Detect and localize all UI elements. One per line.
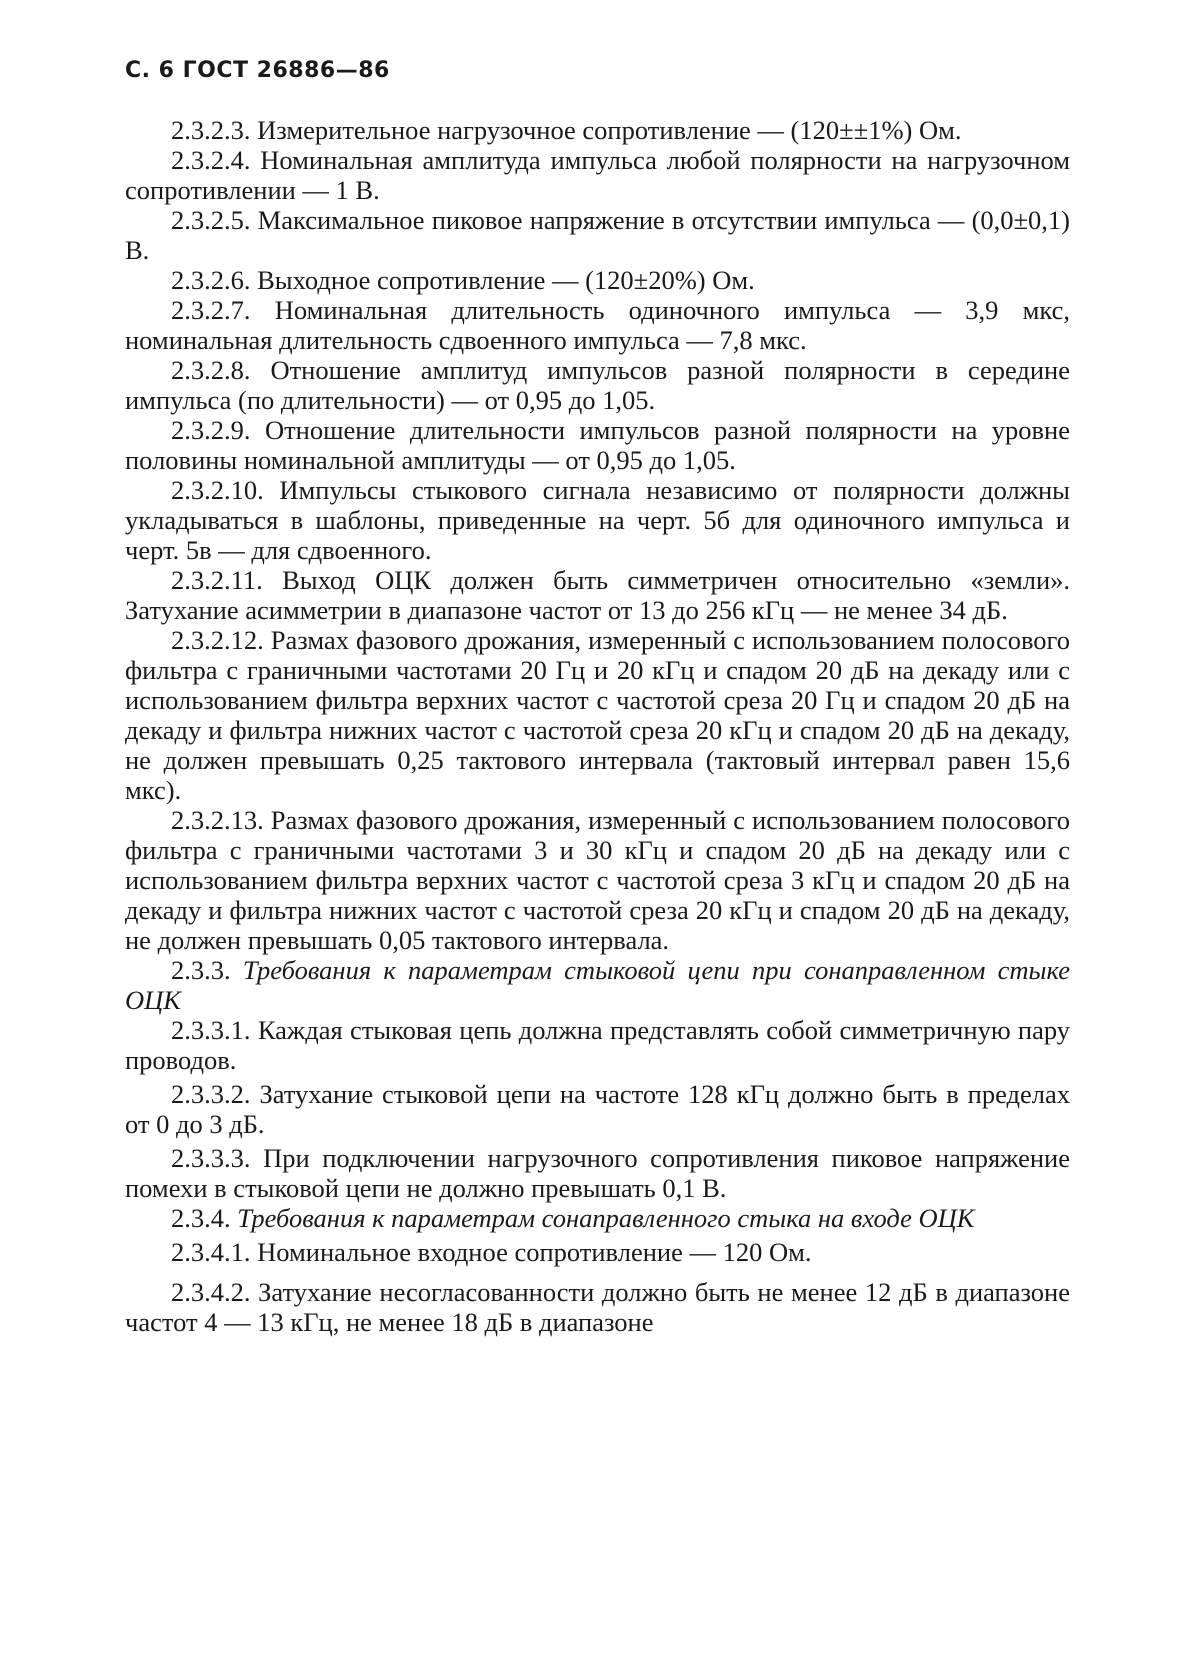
clause-number: 2.3.2.8. — [171, 355, 251, 385]
paragraph-2-3-2-11 — [125, 565, 1070, 625]
clause-text: Выходное сопротивление — (120±20%) Ом. — [257, 265, 755, 295]
clause-number: 2.3.2.10. — [171, 475, 264, 505]
clause-number: 2.3.4.1. — [171, 1237, 251, 1267]
clause-number: 2.3.2.4. — [171, 145, 251, 175]
clause-text: Номинальное входное сопротивление — 120 Ом. — [257, 1237, 812, 1267]
clause-text: Затухание стыковой цепи на частоте 128 кГц должно быть в пределах от 0 до 3 дБ. — [125, 1079, 1071, 1139]
clause-number: 2.3.3. — [171, 955, 231, 985]
paragraph-2-3-2-5 — [125, 205, 1070, 265]
paragraph-2-3-3-3 — [125, 1143, 1070, 1203]
document-page — [125, 58, 1070, 1337]
paragraph-2-3-2-8 — [125, 355, 1070, 415]
paragraph-2-3-2-9 — [125, 415, 1070, 475]
clause-text: Размах фазового дрожания, измеренный с использованием полосового фильтра с граничными частотами 3 и 30 кГц и спадом 20 дБ на декаду или с использованием фильтра верхних частот с частотой среза 3 кГц и спадом 20 дБ на декаду и фильтра нижних частот с частотой среза 20 кГц и спадом 20 дБ на декаду, не должен превышать 0,05 тактового интервала. — [125, 805, 1071, 955]
section-heading-text: Требования к параметрам сонаправленного стыка на входе ОЦК — [237, 1203, 975, 1233]
clause-text: Отношение амплитуд импульсов разной полярности в середине импульса (по длительности) — от 0,95 до 1,05. — [125, 355, 1071, 415]
section-heading-text: Требования к параметрам стыковой цепи при сонаправленном стыке ОЦК — [125, 955, 1071, 1015]
clause-number: 2.3.2.9. — [171, 415, 251, 445]
paragraph-2-3-2-7 — [125, 295, 1070, 355]
paragraph-2-3-2-10 — [125, 475, 1070, 565]
paragraph-2-3-2-3 — [125, 115, 1070, 145]
clause-number: 2.3.2.6. — [171, 265, 251, 295]
paragraph-2-3-2-12 — [125, 625, 1070, 805]
clause-text: Затухание несогласованности должно быть не менее 12 дБ в диапазоне частот 4 — 13 кГц, не менее 18 дБ в диапазоне — [125, 1277, 1070, 1337]
clause-text: Максимальное пиковое напряжение в отсутствии импульса — (0,0±0,1) В. — [125, 205, 1071, 265]
clause-number: 2.3.2.3. — [171, 115, 251, 145]
clause-text: При подключении нагрузочного сопротивления пиковое напряжение помехи в стыковой цепи не должно превышать 0,1 В. — [125, 1143, 1071, 1203]
clause-text: Отношение длительности импульсов разной полярности на уровне половины номинальной амплитуды — от 0,95 до 1,05. — [125, 415, 1070, 475]
clause-number: 2.3.2.11. — [171, 565, 263, 595]
clause-number: 2.3.3.1. — [171, 1015, 251, 1045]
clause-text: Выход ОЦК должен быть симметричен относительно «земли». Затухание асимметрии в диапазоне частот от 13 до 256 кГц — не менее 34 дБ. — [125, 565, 1071, 625]
paragraph-2-3-2-4 — [125, 145, 1070, 205]
paragraph-2-3-2-6 — [125, 265, 1070, 295]
clause-text: Каждая стыковая цепь должна представлять собой симметричную пару проводов. — [125, 1015, 1071, 1075]
clause-text: Импульсы стыкового сигнала независимо от полярности должны укладываться в шаблоны, приведенные на черт. 5б для одиночного импульса и черт. 5в — для сдвоенного. — [125, 475, 1070, 565]
clause-number: 2.3.2.12. — [171, 625, 264, 655]
page-header: С. 6 ГОСТ 26886—86 — [125, 58, 390, 83]
paragraph-2-3-4-1 — [125, 1237, 1070, 1267]
clause-text: Номинальная длительность одиночного импульса — 3,9 мкс, номинальная длительность сдвоенного импульса — 7,8 мкс. — [125, 295, 1070, 355]
clause-text: Измерительное нагрузочное сопротивление — (120±±1%) Ом. — [257, 115, 962, 145]
clause-number: 2.3.4.2. — [171, 1277, 251, 1307]
clause-number: 2.3.2.13. — [171, 805, 264, 835]
paragraph-2-3-2-13 — [125, 805, 1070, 955]
clause-number: 2.3.2.5. — [171, 205, 251, 235]
clause-number: 2.3.4. — [171, 1203, 231, 1233]
paragraph-2-3-3-1 — [125, 1015, 1070, 1075]
clause-text: Размах фазового дрожания, измеренный с использованием полосового фильтра с граничными частотами 20 Гц и 20 кГц и спадом 20 дБ на декаду или с использованием фильтра верхних частот с частотой среза 20 Гц и спадом 20 дБ на декаду и фильтра нижних частот с частотой среза 20 кГц и спадом 20 дБ на декаду, не должен превышать 0,25 тактового интервала (тактовый интервал равен 15,6 мкс). — [125, 625, 1071, 805]
section-heading-2-3-4 — [125, 1203, 1070, 1233]
clause-number: 2.3.2.7. — [171, 295, 251, 325]
paragraph-2-3-4-2 — [125, 1277, 1070, 1337]
clause-text: Номинальная амплитуда импульса любой полярности на нагрузочном сопротивлении — 1 В. — [125, 145, 1071, 205]
paragraph-2-3-3-2 — [125, 1079, 1070, 1139]
clause-number: 2.3.3.3. — [171, 1143, 251, 1173]
clause-number: 2.3.3.2. — [171, 1079, 251, 1109]
section-heading-2-3-3 — [125, 955, 1070, 1015]
